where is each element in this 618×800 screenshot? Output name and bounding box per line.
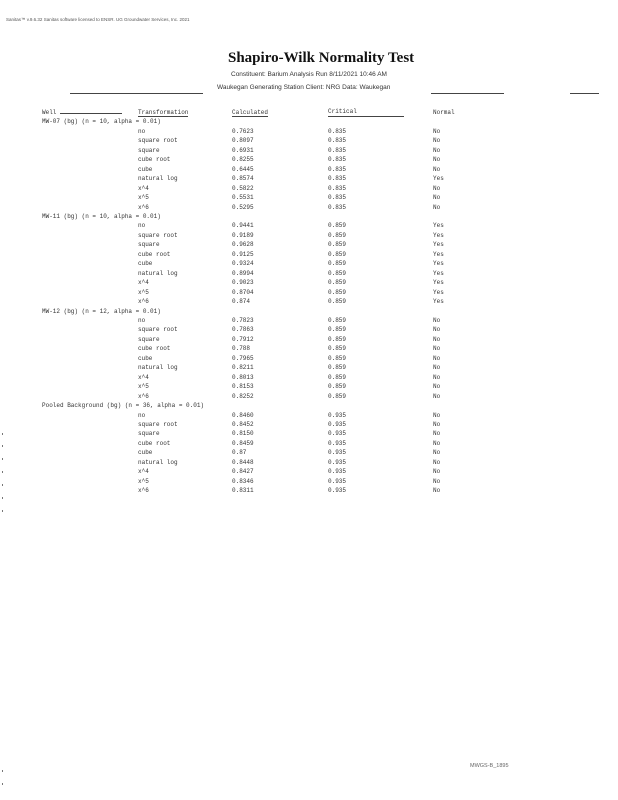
cell-well <box>42 467 138 476</box>
cell-critical: 0.935 <box>328 468 347 476</box>
cell-well <box>42 278 138 287</box>
cell-normal: No <box>433 127 441 135</box>
cell-well <box>42 392 138 401</box>
cell-calculated: 0.874 <box>232 298 251 306</box>
cell-critical: 0.859 <box>328 288 347 296</box>
cell-well <box>42 136 138 145</box>
cell-calculated: 0.6931 <box>232 146 254 154</box>
cell-well <box>42 231 138 240</box>
table-row <box>42 203 492 212</box>
well-group-title <box>42 307 492 316</box>
cell-critical: 0.835 <box>328 175 347 183</box>
cell-critical: 0.859 <box>328 392 347 400</box>
margin-tick <box>2 458 3 460</box>
cell-transformation: square <box>138 430 160 438</box>
cell-transformation: square root <box>138 231 178 239</box>
cell-calculated: 0.8311 <box>232 487 254 495</box>
cell-transformation: cube <box>138 449 153 457</box>
analysis-meta-line-2: Waukegan Generating Station Client: NRG Data: Waukegan <box>217 84 391 91</box>
cell-transformation: square <box>138 335 160 343</box>
cell-calculated: 0.8452 <box>232 420 254 428</box>
cell-well <box>42 439 138 448</box>
margin-tick <box>2 484 3 486</box>
cell-critical: 0.835 <box>328 156 347 164</box>
cell-normal: No <box>433 364 441 372</box>
cell-transformation: x^5 <box>138 194 149 202</box>
cell-transformation: natural log <box>138 269 178 277</box>
cell-calculated: 0.8704 <box>232 288 254 296</box>
cell-calculated: 0.8153 <box>232 383 254 391</box>
cell-well <box>42 363 138 372</box>
cell-critical: 0.859 <box>328 335 347 343</box>
cell-transformation: natural log <box>138 175 178 183</box>
cell-normal: No <box>433 392 441 400</box>
cell-well <box>42 288 138 297</box>
cell-calculated: 0.8211 <box>232 364 254 372</box>
cell-critical: 0.859 <box>328 260 347 268</box>
cell-transformation: x^6 <box>138 203 149 211</box>
cell-well <box>42 382 138 391</box>
cell-transformation: x^4 <box>138 279 149 287</box>
cell-critical: 0.859 <box>328 222 347 230</box>
cell-normal: Yes <box>433 175 444 183</box>
col-header-normal: Normal <box>433 108 455 116</box>
table-row <box>42 448 492 457</box>
well-title-text: MW-11 (bg) (n = 10, alpha = 0.01) <box>42 212 161 220</box>
cell-normal: Yes <box>433 269 444 277</box>
cell-transformation: x^5 <box>138 383 149 391</box>
cell-critical: 0.859 <box>328 364 347 372</box>
cell-well <box>42 155 138 164</box>
cell-transformation: natural log <box>138 458 178 466</box>
cell-calculated: 0.788 <box>232 345 251 353</box>
cell-transformation: natural log <box>138 364 178 372</box>
cell-normal: No <box>433 430 441 438</box>
cell-well <box>42 146 138 155</box>
cell-normal: No <box>433 449 441 457</box>
cell-normal: No <box>433 203 441 211</box>
cell-transformation: cube root <box>138 345 171 353</box>
cell-normal: No <box>433 184 441 192</box>
cell-well <box>42 127 138 136</box>
cell-normal: Yes <box>433 260 444 268</box>
cell-transformation: x^5 <box>138 477 149 485</box>
cell-normal: No <box>433 156 441 164</box>
cell-well <box>42 373 138 382</box>
cell-critical: 0.859 <box>328 279 347 287</box>
cell-normal: No <box>433 458 441 466</box>
margin-tick <box>2 433 3 435</box>
cell-calculated: 0.8460 <box>232 411 254 419</box>
cell-critical: 0.859 <box>328 241 347 249</box>
cell-calculated: 0.8150 <box>232 430 254 438</box>
cell-well <box>42 429 138 438</box>
well-title-text: MW-07 (bg) (n = 10, alpha = 0.01) <box>42 118 161 126</box>
cell-well <box>42 335 138 344</box>
table-row <box>42 259 492 268</box>
cell-normal: Yes <box>433 298 444 306</box>
cell-critical: 0.859 <box>328 326 347 334</box>
cell-normal: No <box>433 477 441 485</box>
cell-normal: No <box>433 411 441 419</box>
cell-transformation: cube root <box>138 439 171 447</box>
cell-calculated: 0.7912 <box>232 335 254 343</box>
table-row <box>42 155 492 164</box>
cell-transformation: square <box>138 146 160 154</box>
cell-well <box>42 458 138 467</box>
well-title-text: Pooled Background (bg) (n = 36, alpha = 0.01) <box>42 402 205 410</box>
table-row <box>42 382 492 391</box>
cell-calculated: 0.8097 <box>232 137 254 145</box>
col-header-calculated: Calculated <box>232 108 269 116</box>
cell-normal: No <box>433 354 441 362</box>
margin-tick <box>2 770 3 772</box>
cell-normal: No <box>433 439 441 447</box>
cell-calculated: 0.5295 <box>232 203 254 211</box>
cell-calculated: 0.8013 <box>232 373 254 381</box>
table-row <box>42 316 492 325</box>
cell-normal: No <box>433 383 441 391</box>
cell-critical: 0.935 <box>328 477 347 485</box>
cell-calculated: 0.7623 <box>232 127 254 135</box>
cell-calculated: 0.9023 <box>232 279 254 287</box>
cell-calculated: 0.8346 <box>232 477 254 485</box>
cell-normal: No <box>433 335 441 343</box>
cell-calculated: 0.5822 <box>232 184 254 192</box>
cell-critical: 0.859 <box>328 231 347 239</box>
cell-calculated: 0.9125 <box>232 250 254 258</box>
cell-critical: 0.859 <box>328 373 347 381</box>
table-row <box>42 420 492 429</box>
cell-critical: 0.835 <box>328 146 347 154</box>
cell-normal: No <box>433 316 441 324</box>
table-row <box>42 363 492 372</box>
table-row <box>42 127 492 136</box>
cell-well <box>42 420 138 429</box>
cell-calculated: 0.7863 <box>232 326 254 334</box>
table-row <box>42 297 492 306</box>
cell-well <box>42 411 138 420</box>
cell-well <box>42 325 138 334</box>
cell-critical: 0.835 <box>328 137 347 145</box>
well-group-title <box>42 117 492 126</box>
document-id: MWGS-B_1895 <box>470 763 509 769</box>
table-row <box>42 373 492 382</box>
cell-transformation: x^4 <box>138 468 149 476</box>
cell-well <box>42 221 138 230</box>
cell-calculated: 0.8574 <box>232 175 254 183</box>
margin-tick <box>2 497 3 499</box>
cell-calculated: 0.8448 <box>232 458 254 466</box>
cell-normal: Yes <box>433 222 444 230</box>
cell-critical: 0.859 <box>328 316 347 324</box>
well-title-text: MW-12 (bg) (n = 12, alpha = 0.01) <box>42 307 161 315</box>
header-rule-edge <box>570 93 599 94</box>
cell-transformation: x^6 <box>138 487 149 495</box>
table-row <box>42 278 492 287</box>
cell-well <box>42 165 138 174</box>
cell-transformation: cube <box>138 354 153 362</box>
cell-well <box>42 203 138 212</box>
cell-calculated: 0.87 <box>232 449 247 457</box>
well-group-title <box>42 212 492 221</box>
normality-table <box>42 107 492 496</box>
cell-transformation: no <box>138 316 146 324</box>
margin-tick <box>2 510 3 512</box>
cell-critical: 0.835 <box>328 184 347 192</box>
cell-critical: 0.859 <box>328 269 347 277</box>
cell-well <box>42 250 138 259</box>
table-row <box>42 184 492 193</box>
cell-calculated: 0.6445 <box>232 165 254 173</box>
cell-well <box>42 297 138 306</box>
cell-calculated: 0.7823 <box>232 316 254 324</box>
cell-normal: Yes <box>433 288 444 296</box>
col-header-critical: Critical <box>328 107 433 117</box>
cell-critical: 0.935 <box>328 420 347 428</box>
table-row <box>42 467 492 476</box>
cell-critical: 0.935 <box>328 411 347 419</box>
cell-normal: Yes <box>433 231 444 239</box>
cell-normal: Yes <box>433 279 444 287</box>
cell-normal: No <box>433 137 441 145</box>
cell-critical: 0.859 <box>328 298 347 306</box>
cell-transformation: no <box>138 222 146 230</box>
header-rule-left <box>70 93 203 94</box>
table-row <box>42 392 492 401</box>
cell-normal: No <box>433 146 441 154</box>
cell-transformation: x^6 <box>138 392 149 400</box>
table-row <box>42 146 492 155</box>
cell-critical: 0.859 <box>328 250 347 258</box>
cell-critical: 0.835 <box>328 194 347 202</box>
cell-calculated: 0.8255 <box>232 156 254 164</box>
cell-calculated: 0.8427 <box>232 468 254 476</box>
cell-critical: 0.935 <box>328 458 347 466</box>
cell-normal: Yes <box>433 241 444 249</box>
cell-well <box>42 448 138 457</box>
table-row <box>42 411 492 420</box>
table-row <box>42 344 492 353</box>
cell-well <box>42 354 138 363</box>
page-title: Shapiro-Wilk Normality Test <box>228 50 415 66</box>
cell-critical: 0.935 <box>328 487 347 495</box>
cell-critical: 0.859 <box>328 354 347 362</box>
cell-well <box>42 344 138 353</box>
table-row <box>42 477 492 486</box>
cell-transformation: cube <box>138 260 153 268</box>
cell-transformation: square root <box>138 137 178 145</box>
cell-calculated: 0.8459 <box>232 439 254 447</box>
cell-calculated: 0.9189 <box>232 231 254 239</box>
margin-tick <box>2 471 3 473</box>
cell-well <box>42 316 138 325</box>
cell-normal: No <box>433 373 441 381</box>
table-row <box>42 288 492 297</box>
cell-calculated: 0.9628 <box>232 241 254 249</box>
cell-critical: 0.935 <box>328 430 347 438</box>
table-row <box>42 136 492 145</box>
cell-critical: 0.835 <box>328 203 347 211</box>
cell-critical: 0.859 <box>328 383 347 391</box>
margin-tick <box>2 783 3 785</box>
cell-critical: 0.859 <box>328 345 347 353</box>
cell-transformation: no <box>138 127 146 135</box>
table-row <box>42 231 492 240</box>
cell-normal: No <box>433 326 441 334</box>
header-rule-right <box>431 93 504 94</box>
cell-normal: No <box>433 194 441 202</box>
table-row <box>42 458 492 467</box>
cell-critical: 0.835 <box>328 165 347 173</box>
table-row <box>42 354 492 363</box>
cell-normal: No <box>433 345 441 353</box>
cell-well <box>42 477 138 486</box>
table-row <box>42 439 492 448</box>
table-row <box>42 325 492 334</box>
cell-critical: 0.935 <box>328 439 347 447</box>
cell-normal: No <box>433 165 441 173</box>
cell-normal: No <box>433 468 441 476</box>
cell-transformation: x^6 <box>138 298 149 306</box>
cell-normal: Yes <box>433 250 444 258</box>
cell-transformation: x^4 <box>138 184 149 192</box>
table-header-row <box>42 107 492 117</box>
table-row <box>42 165 492 174</box>
table-row <box>42 429 492 438</box>
table-row <box>42 240 492 249</box>
table-row <box>42 486 492 495</box>
cell-transformation: x^5 <box>138 288 149 296</box>
cell-transformation: cube root <box>138 156 171 164</box>
cell-critical: 0.835 <box>328 127 347 135</box>
software-note: Sanitas™ v.9.6.32 Sanitas software licensed to ENSR. UG Groundwater Services, Inc. 2021 <box>6 17 190 22</box>
cell-well <box>42 240 138 249</box>
table-row <box>42 269 492 278</box>
cell-normal: No <box>433 420 441 428</box>
cell-critical: 0.935 <box>328 449 347 457</box>
table-row <box>42 250 492 259</box>
cell-well <box>42 184 138 193</box>
cell-calculated: 0.5531 <box>232 194 254 202</box>
cell-calculated: 0.7965 <box>232 354 254 362</box>
table-row <box>42 174 492 183</box>
cell-calculated: 0.9324 <box>232 260 254 268</box>
cell-well <box>42 259 138 268</box>
table-row <box>42 193 492 202</box>
cell-well <box>42 486 138 495</box>
col-header-well: Well <box>42 107 138 117</box>
cell-well <box>42 269 138 278</box>
cell-transformation: square root <box>138 326 178 334</box>
cell-calculated: 0.8994 <box>232 269 254 277</box>
analysis-meta-line-1: Constituent: Barium Analysis Run 8/11/2021 10:46 AM <box>231 71 387 78</box>
cell-well <box>42 174 138 183</box>
table-row <box>42 335 492 344</box>
cell-transformation: cube root <box>138 250 171 258</box>
cell-calculated: 0.9441 <box>232 222 254 230</box>
margin-tick <box>2 445 3 447</box>
cell-transformation: x^4 <box>138 373 149 381</box>
cell-transformation: square root <box>138 420 178 428</box>
col-header-transformation: Transformation <box>138 108 189 116</box>
cell-well <box>42 193 138 202</box>
cell-calculated: 0.8252 <box>232 392 254 400</box>
cell-transformation: no <box>138 411 146 419</box>
table-row <box>42 221 492 230</box>
cell-normal: No <box>433 487 441 495</box>
cell-transformation: square <box>138 241 160 249</box>
well-group-title <box>42 401 492 410</box>
cell-transformation: cube <box>138 165 153 173</box>
